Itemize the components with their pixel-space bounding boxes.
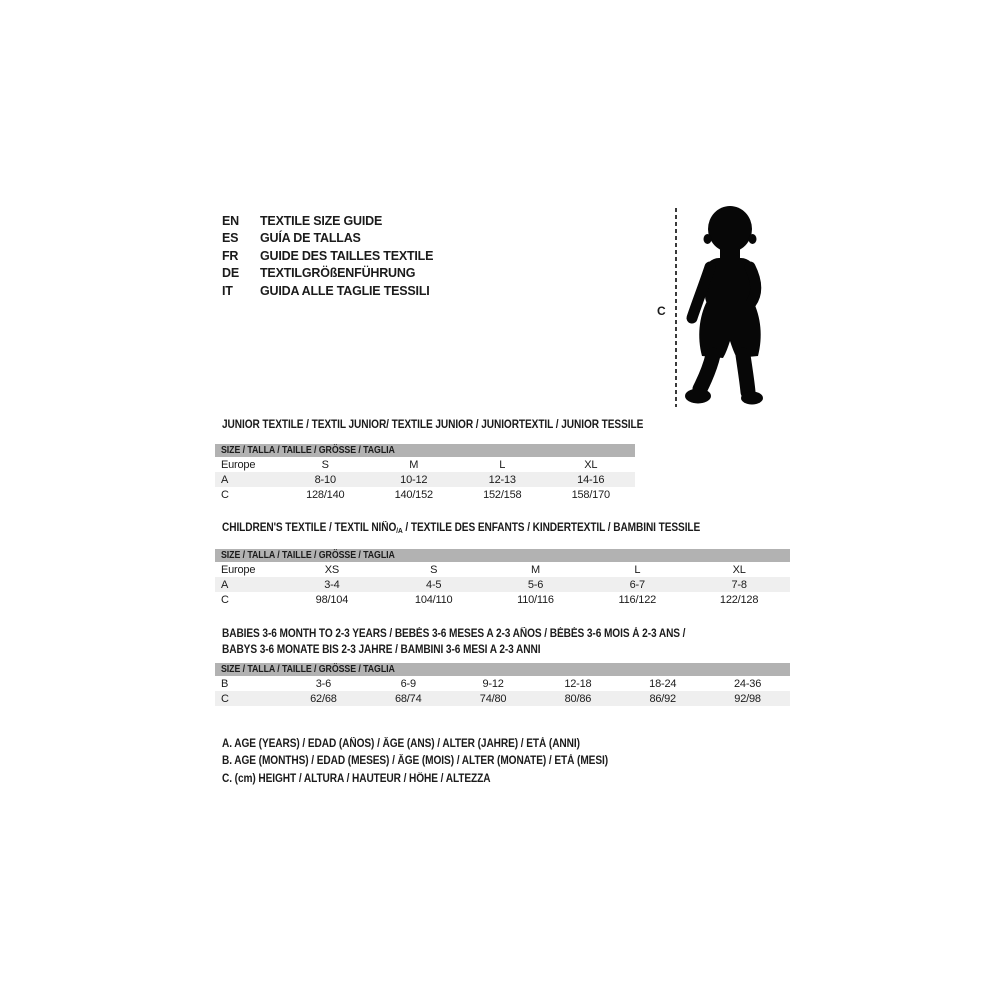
table-row	[215, 457, 635, 472]
value-cell: 62/68	[310, 692, 337, 705]
size-header-text: SIZE / TALLA / TAILLE / GRÖSSE / TAGLIA	[221, 444, 395, 456]
row-label-cell: C	[221, 488, 229, 501]
row-label-cell: A	[221, 578, 229, 591]
language-row	[222, 212, 433, 230]
size-header-bar	[215, 444, 635, 457]
value-cell: 12-13	[488, 473, 516, 486]
value-cell: 158/170	[571, 488, 610, 501]
height-dashed-line	[675, 208, 677, 407]
value-cell: S	[321, 458, 329, 471]
value-cell: L	[634, 563, 641, 576]
value-cell: XL	[584, 458, 598, 471]
language-row	[222, 247, 433, 265]
language-row	[222, 230, 433, 248]
title-text: CHILDREN'S TEXTILE / TEXTIL NIÑO	[222, 522, 397, 534]
row-label-cell: B	[221, 677, 229, 690]
language-code: FR	[222, 248, 239, 263]
size-table-junior	[215, 457, 635, 502]
value-cell: 152/158	[483, 488, 522, 501]
legend-line-a: A. AGE (YEARS) / EDAD (AÑOS) / ÂGE (ANS) / ALTER (JAHRE) / ETÀ (ANNI)	[222, 738, 580, 750]
language-code: EN	[222, 213, 239, 228]
title-text: / TEXTILE DES ENFANTS / KINDERTEXTIL / BAMBINI TESSILE	[402, 522, 701, 534]
legend-line-b: B. AGE (MONTHS) / EDAD (MESES) / ÂGE (MOIS) / ALTER (MONATE) / ETÀ (MESI)	[222, 755, 609, 768]
language-label: GUIDE DES TAILLES TEXTILE	[260, 248, 434, 263]
size-table-babies	[215, 676, 790, 706]
value-cell: 140/152	[394, 488, 433, 501]
language-code: IT	[222, 283, 233, 298]
value-cell: 9-12	[482, 677, 504, 690]
section-title-children	[222, 520, 722, 539]
value-cell: XL	[732, 563, 746, 576]
value-cell: 128/140	[306, 488, 345, 501]
value-cell: XS	[324, 563, 340, 576]
value-cell: 6-9	[400, 677, 416, 690]
size-header-bar	[215, 549, 790, 562]
value-cell: 92/98	[734, 692, 761, 705]
table-row	[215, 691, 790, 706]
table-row	[215, 487, 635, 502]
legend-line-c: C. (cm) HEIGHT / ALTURA / HAUTEUR / HÖHE / ALTEZZA	[222, 772, 491, 785]
value-cell: M	[409, 458, 419, 471]
value-cell: 116/122	[618, 593, 657, 606]
value-cell: 8-10	[314, 473, 336, 486]
row-label-cell: C	[221, 692, 229, 705]
value-cell: 4-5	[426, 578, 442, 591]
toddler-silhouette-icon	[683, 205, 768, 405]
value-cell: 80/86	[564, 692, 592, 705]
value-cell: 12-18	[564, 677, 592, 690]
section-babies-textile	[215, 626, 790, 706]
section-childrens-textile	[215, 520, 790, 607]
value-cell: 10-12	[400, 473, 428, 486]
size-header-text: SIZE / TALLA / TAILLE / GRÖSSE / TAGLIA	[221, 663, 395, 675]
value-cell: 3-4	[324, 578, 340, 591]
value-cell: 74/80	[479, 692, 507, 705]
value-cell: 5-6	[527, 578, 544, 591]
value-cell: 6-7	[629, 578, 645, 591]
value-cell: 14-16	[577, 473, 605, 486]
language-label: GUÍA DE TALLAS	[260, 231, 361, 246]
row-label-cell: Europe	[221, 563, 256, 576]
row-label-cell: Europe	[221, 458, 256, 471]
value-cell: 24-36	[734, 677, 762, 690]
measurement-legend	[222, 736, 661, 788]
size-table-children	[215, 562, 790, 607]
section-junior-textile	[215, 417, 644, 502]
language-code: ES	[222, 231, 239, 246]
value-cell: S	[430, 563, 438, 576]
language-title-list	[222, 212, 433, 300]
value-cell: 98/104	[315, 593, 349, 606]
title-subscript: /A	[396, 526, 403, 535]
section-title-babies-line2: BABYS 3-6 MONATE BIS 2-3 JAHRE / BAMBINI 3-6 MESI A 2-3 ANNI	[222, 644, 541, 656]
language-label: TEXTILE SIZE GUIDE	[260, 213, 383, 228]
table-row	[215, 472, 635, 487]
language-row	[222, 282, 433, 300]
table-row	[215, 562, 790, 577]
language-label: TEXTILGRÖßENFÜHRUNG	[260, 266, 416, 281]
value-cell: 104/110	[414, 593, 453, 606]
value-cell: 86/92	[649, 692, 676, 705]
row-label-cell: A	[221, 473, 229, 486]
value-cell: 18-24	[649, 677, 677, 690]
value-cell: M	[531, 563, 540, 576]
value-cell: L	[499, 458, 506, 471]
table-row	[215, 676, 790, 691]
value-cell: 110/116	[517, 593, 554, 606]
value-cell: 7-8	[731, 578, 747, 591]
language-row	[222, 265, 433, 283]
value-cell: 3-6	[315, 677, 332, 690]
language-code: DE	[222, 266, 239, 281]
height-label-c: C	[657, 304, 666, 318]
section-title-babies-line1: BABIES 3-6 MONTH TO 2-3 YEARS / BEBÉS 3-6 MESES A 2-3 AÑOS / BÉBÉS 3-6 MOIS À 2-3 ANS /	[222, 628, 686, 640]
language-label: GUIDA ALLE TAGLIE TESSILI	[260, 283, 430, 298]
value-cell: 122/128	[719, 593, 759, 606]
table-row	[215, 592, 790, 607]
value-cell: 68/74	[394, 692, 422, 705]
size-header-bar	[215, 663, 790, 676]
row-label-cell: C	[221, 593, 229, 606]
table-row	[215, 577, 790, 592]
size-header-text: SIZE / TALLA / TAILLE / GRÖSSE / TAGLIA	[221, 549, 395, 561]
section-title-junior: JUNIOR TEXTILE / TEXTIL JUNIOR/ TEXTILE JUNIOR / JUNIORTEXTIL / JUNIOR TESSILE	[222, 419, 644, 431]
